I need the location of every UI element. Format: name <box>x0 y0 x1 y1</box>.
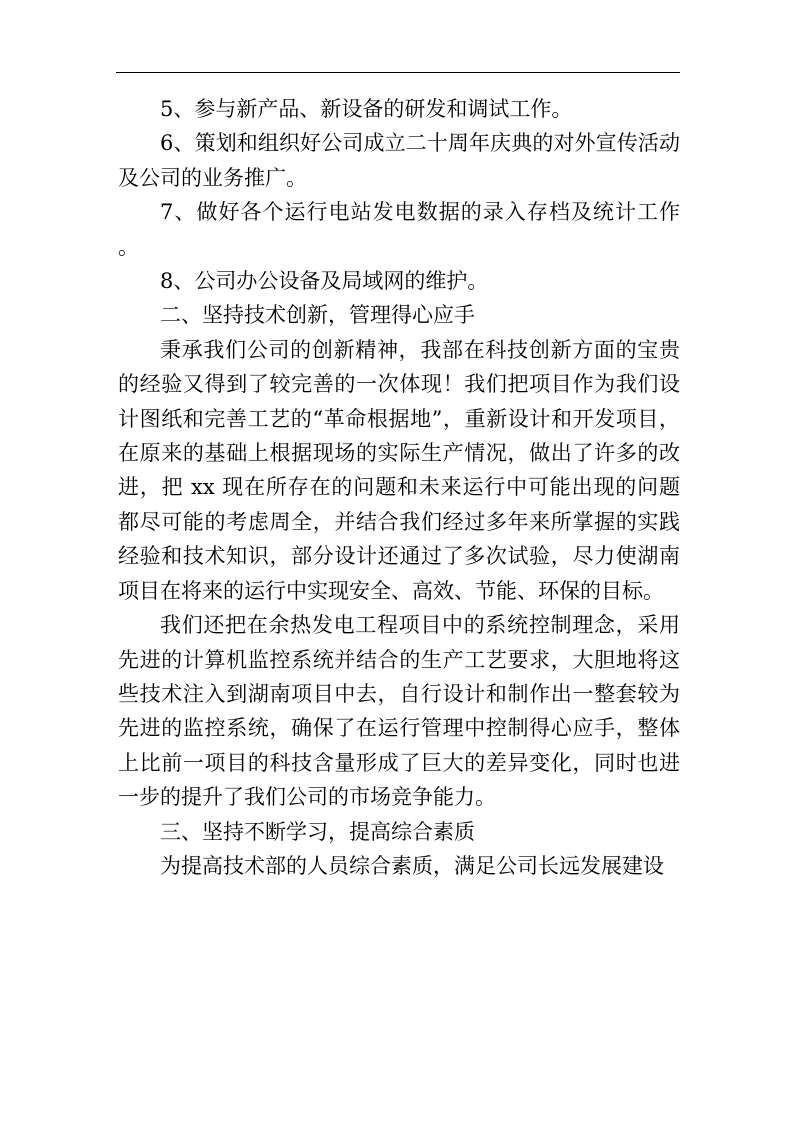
paragraph-item-6 <box>118 126 680 195</box>
section-heading-2 <box>118 298 680 332</box>
text-line: 我们还把在余热发电工程项目中的系统控制理念，采用 <box>160 613 680 638</box>
text-line: 目在将来的运行中实现安全、高效、节能、环保的目标。 <box>139 578 664 603</box>
text-line: 进，把 xx 现在所存在的问题和未来运行中可能出现的问题都 <box>118 475 680 534</box>
heading-text: 三、坚持不断学习，提高综合素质 <box>160 819 475 844</box>
text-line: 8、公司办公设备及局域网的维护。 <box>160 269 489 294</box>
text-line: 些技术注入到湖南项目中去，自行设计和制作出一整套较为 <box>118 681 680 706</box>
text-line: 在原来的基础上根据现场的实际生产情况，做出了许多的改 <box>118 441 680 466</box>
text-line: 上比前一项目的科技含量形成了巨大的差异变化，同时也进 <box>118 750 680 775</box>
text-line: 秉承我们公司的创新精神，我部在科技创新方面的宝贵 <box>160 337 680 362</box>
text-line: 为提高技术部的人员综合素质，满足公司长远发展建设 <box>160 853 664 878</box>
paragraph-innovation <box>118 333 680 608</box>
paragraph-item-8 <box>118 264 680 298</box>
text-line: 7、做好各个运行电站发电数据的录入存档及统计工作 。 <box>118 200 680 259</box>
heading-text: 二、坚持技术创新，管理得心应手 <box>160 303 475 328</box>
text-line: 计图纸和完善工艺的“革命根据地”，重新设计和开发项目， <box>118 406 680 431</box>
paragraph-control-system <box>118 608 680 814</box>
text-line: 6、策划和组织好公司成立二十周年庆典的对外宣传活动 <box>160 131 680 156</box>
text-line: 5、参与新产品、新设备的研发和调试工作。 <box>160 97 573 121</box>
text-line: 先进的计算机监控系统并结合的生产工艺要求，大胆地将这 <box>118 647 680 672</box>
paragraph-item-5 <box>118 92 680 126</box>
section-heading-3 <box>118 815 680 849</box>
text-line: 的经验又得到了较完善的一次体现！我们把项目作为我们设 <box>118 372 680 397</box>
paragraph-training <box>118 849 680 883</box>
text-line: 一步的提升了我们公司的市场竞争能力。 <box>118 785 496 810</box>
header-rule <box>116 72 680 73</box>
paragraph-item-7 <box>118 195 680 264</box>
text-line: 及公司的业务推广。 <box>118 165 307 190</box>
text-line: 先进的监控系统，确保了在运行管理中控制得心应手，整体 <box>118 716 680 741</box>
text-line: 验和技术知识，部分设计还通过了多次试验，尽力使湖南项 <box>118 544 680 603</box>
text-line: 尽可能的考虑周全，并结合我们经过多年来所掌握的实践经 <box>118 509 680 569</box>
document-body <box>118 92 680 883</box>
